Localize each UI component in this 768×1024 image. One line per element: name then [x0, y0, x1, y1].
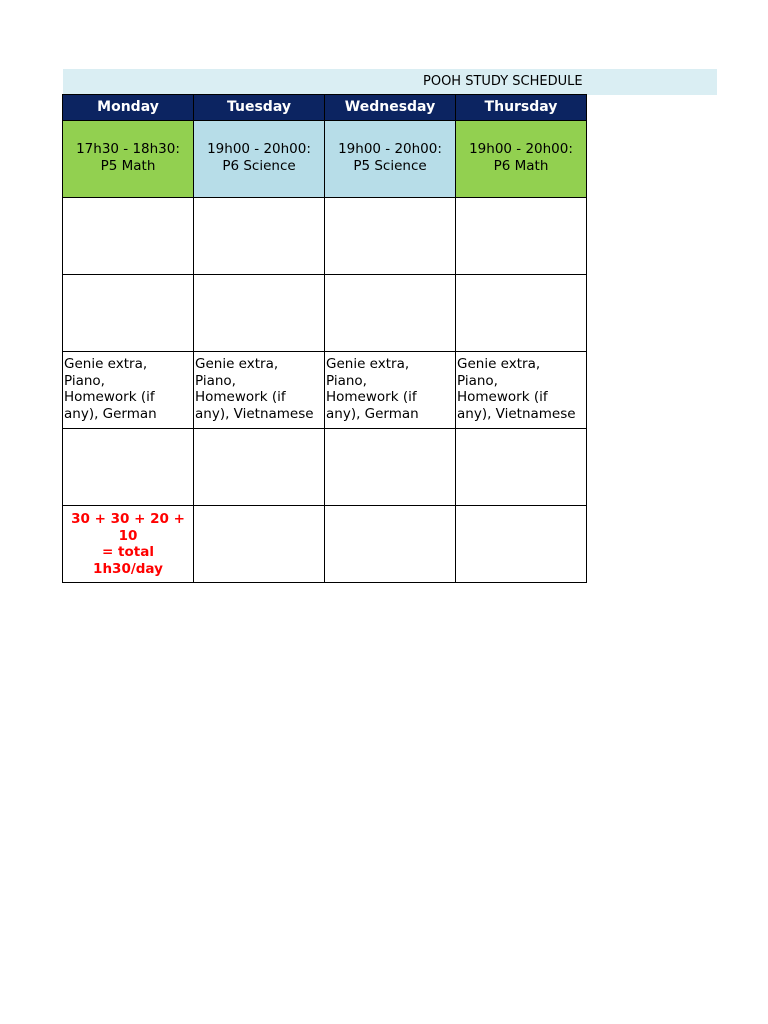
day-header-wednesday: Wednesday — [325, 95, 456, 121]
class-cell-tuesday: 19h00 - 20h00: P6 Science — [194, 121, 325, 198]
empty-cell — [63, 275, 194, 352]
schedule-table — [62, 94, 587, 583]
day-header-tuesday: Tuesday — [194, 95, 325, 121]
class-cell-wednesday: 19h00 - 20h00: P5 Science — [325, 121, 456, 198]
day-header-thursday: Thursday — [456, 95, 587, 121]
empty-cell — [456, 429, 587, 506]
empty-row — [63, 275, 587, 352]
empty-cell — [194, 198, 325, 275]
schedule-title: POOH STUDY SCHEDULE — [423, 74, 583, 89]
note-row — [63, 506, 587, 583]
activities-cell-wednesday: Genie extra, Piano, Homework (if any), German — [325, 352, 456, 429]
empty-cell — [194, 506, 325, 583]
empty-cell — [194, 429, 325, 506]
class-row — [63, 121, 587, 198]
title-bar — [63, 69, 717, 95]
activities-cell-monday: Genie extra, Piano, Homework (if any), German — [63, 352, 194, 429]
empty-cell — [325, 198, 456, 275]
empty-cell — [194, 275, 325, 352]
empty-cell — [325, 506, 456, 583]
class-cell-thursday: 19h00 - 20h00: P6 Math — [456, 121, 587, 198]
empty-row — [63, 429, 587, 506]
empty-cell — [456, 275, 587, 352]
empty-cell — [63, 198, 194, 275]
empty-cell — [325, 429, 456, 506]
header-row — [63, 95, 587, 121]
activities-row — [63, 352, 587, 429]
empty-cell — [325, 275, 456, 352]
activities-cell-tuesday: Genie extra, Piano, Homework (if any), Vietnamese — [194, 352, 325, 429]
empty-cell — [456, 506, 587, 583]
empty-cell — [63, 429, 194, 506]
empty-cell — [456, 198, 587, 275]
empty-row — [63, 198, 587, 275]
activities-cell-thursday: Genie extra, Piano, Homework (if any), Vietnamese — [456, 352, 587, 429]
class-cell-monday: 17h30 - 18h30: P5 Math — [63, 121, 194, 198]
day-header-monday: Monday — [63, 95, 194, 121]
total-time-note: 30 + 30 + 20 + 10 = total 1h30/day — [63, 506, 194, 583]
